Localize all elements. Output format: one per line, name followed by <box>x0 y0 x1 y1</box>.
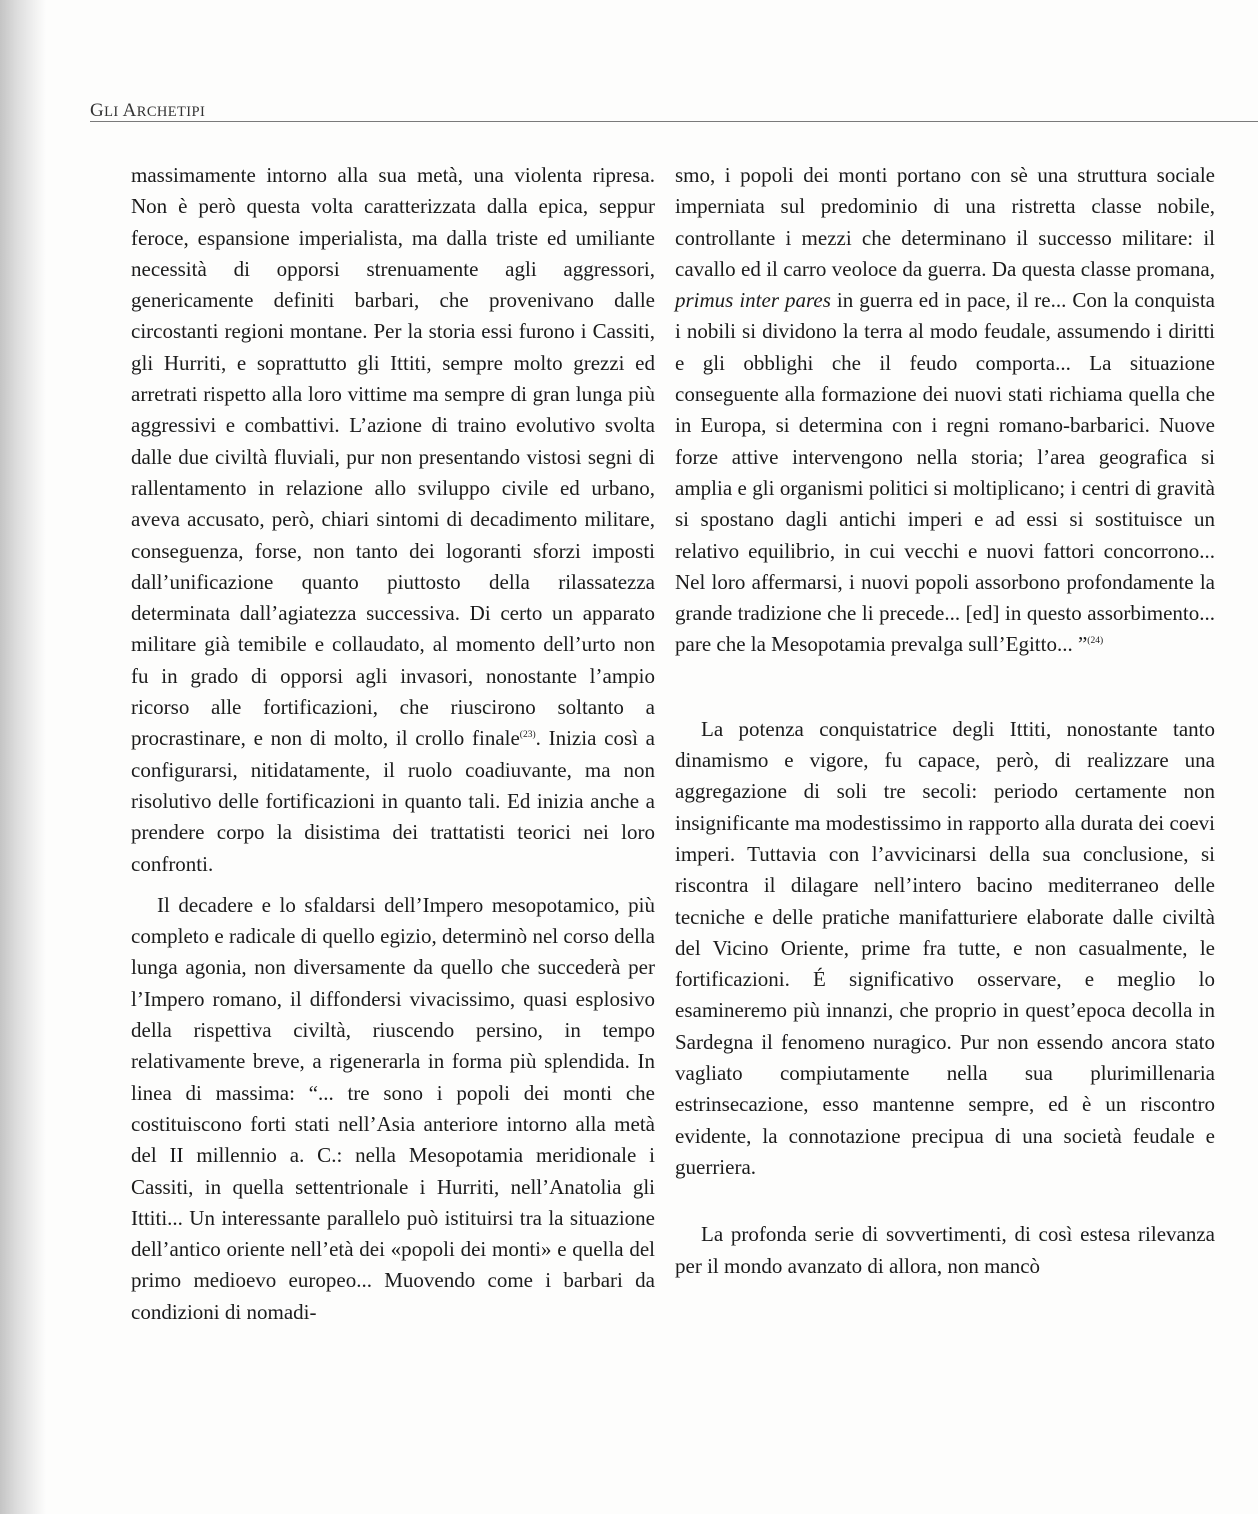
right-paragraph-3: La profonda serie di sovvertimenti, di così estesa rilevanza per il mondo avanzato di allora, non mancò <box>675 1222 1215 1278</box>
left-paragraph-1-tail: . Inizia così a configurarsi, nitidatamente, il ruolo coadiuvante, ma non risolutivo delle fortificazioni in quanto tali. Ed inizia anche a prendere corpo la disistima dei trattatisti teorici nei loro confronti. <box>131 726 656 876</box>
left-paragraph-1 <box>131 160 655 880</box>
right-column <box>675 160 1215 1282</box>
left-column <box>131 160 655 1328</box>
header-rule <box>90 121 1258 122</box>
left-paragraph-2: Il decadere e lo sfaldarsi dell’Impero mesopotamico, più completo e radicale di quello egizio, determinò nel corso della lunga agonia, non diversamente da quello che succederà per l’Impero romano, il diffondersi vivacissimo, quasi esplosivo della rispettiva civiltà, riuscendo persino, in tempo relativamente breve, a rigenerarla in forma più splendida. In linea di massima: “... tre sono i popoli dei monti che costituiscono forti stati nell’Asia anteriore intorno alla metà del II millennio a. C.: nella Mesopotamia meridionale i Cassiti, in quella settentrionale i Hurriti, nell’Anatolia gli Ittiti... Un interessante parallelo può istituirsi tra la situazione dell’antico oriente nell’età dei «popoli dei monti» e quella del primo medioevo europeo... Muovendo come i barbari da condizioni di nomadi- <box>131 892 655 1324</box>
right-paragraph-2: La potenza conquistatrice degli Ittiti, nonostante tanto dinamismo e vigore, fu capace, però, di realizzare una aggregazione di soli tre secoli: periodo certamente non insignificante ma modestissimo in rapporto alla durata dei coevi imperi. Tuttavia con l’avvicinarsi della sua conclusione, si riscontra il dilagare nell’intero bacino mediterraneo delle tecniche e delle pratiche manifatturiere elaborate dalle civiltà del Vicino Oriente, prime fra tutte, e non casualmente, le fortificazioni. É significativo osservare, e meglio lo esamineremo più innanzi, che proprio in quest’epoca decolla in Sardegna il fenomeno nuragico. Pur non essendo ancora stato vagliato compiutamente nella sua plurimillenaria estrinsecazione, esso mantenne sempre, ed è un riscontro evidente, la connotazione precipua di una società feudale e guerriera. <box>675 716 1215 1179</box>
italic-phrase: primus inter pares <box>675 288 831 313</box>
right-paragraph-1-rest: in guerra ed in pace, il re... Con la conquista i nobili si dividono la terra al modo feudale, assumendo i diritti e gli obblighi che il feudo comporta... La situazione conseguente alla formazione dei nuovi stati richiama quella che in Europa, si determina con i regni romano-barbarici. Nuove forze attive intervengono nella storia; l’area geografica si amplia e gli organismi politici si moltiplicano; i centri di gravità si spostano dagli antichi imperi e ad essi si sostituisce un relativo equilibrio, in cui vecchi e nuovi fattori concorrono... Nel loro affermarsi, i nuovi popoli assorbono profondamente la grande tradizione che li precede... [ed] in questo assorbimento... pare che la Mesopotamia prevalga sull’Egitto... ” <box>675 288 1215 657</box>
paragraph-spacer <box>675 661 1215 714</box>
left-paragraph-1-text: massimamente intorno alla sua metà, una violenta ripresa. Non è però questa volta caratterizzata dalla epica, seppur feroce, espansione imperialista, ma dalla triste ed umiliante necessità di opporsi strenuamente agli aggressori, genericamente definiti barbari, che provenivano dalle circostanti regioni montane. Per la storia essi furono i Cassiti, gli Hurriti, e soprattutto gli Ittiti, sempre molto grezzi ed arretrati rispetto alla loro vittime ma sempre di gran lunga più aggressivi e combattivi. L’azione di traino evolutivo svolta dalle due civiltà fluviali, pur non presentando vistosi segni di rallentamento in relazione allo sviluppo civile ed urbano, aveva accusato, però, chiari sintomi di decadimento militare, conseguenza, forse, non tanto dei logoranti sforzi imposti dall’unificazione quanto piuttosto della rilassatezza determinata dall’agiatezza successiva. Di certo un apparato militare già temibile e collaudato, al momento dell’urto non fu in grado di opporsi agli invasori, nonostante l’ampio ricorso alle fortificazioni, che riuscirono soltanto a procrastinare, e non di molto, il crollo finale <box>131 163 655 751</box>
footnote-ref-23: (23) <box>519 730 536 741</box>
right-paragraph-1 <box>675 160 1215 661</box>
binding-shadow <box>0 0 46 1514</box>
running-head-initial-1: G <box>90 100 105 121</box>
running-head <box>90 100 205 122</box>
paragraph-spacer <box>675 1183 1215 1219</box>
running-head-smallcaps-1: LI <box>104 104 123 120</box>
running-head-smallcaps-2: RCHETIPI <box>136 104 206 120</box>
right-paragraph-1-text: smo, i popoli dei monti portano con sè una struttura sociale imperniata sul predominio di una ristretta classe nobile, controllante i mezzi che determinano il successo militare: il cavallo ed il carro veoloce da guerra. Da questa classe promana, <box>675 163 1215 281</box>
running-head-initial-2: A <box>122 100 137 121</box>
paragraph-spacer <box>131 880 655 890</box>
footnote-ref-24: (24) <box>1087 636 1104 647</box>
